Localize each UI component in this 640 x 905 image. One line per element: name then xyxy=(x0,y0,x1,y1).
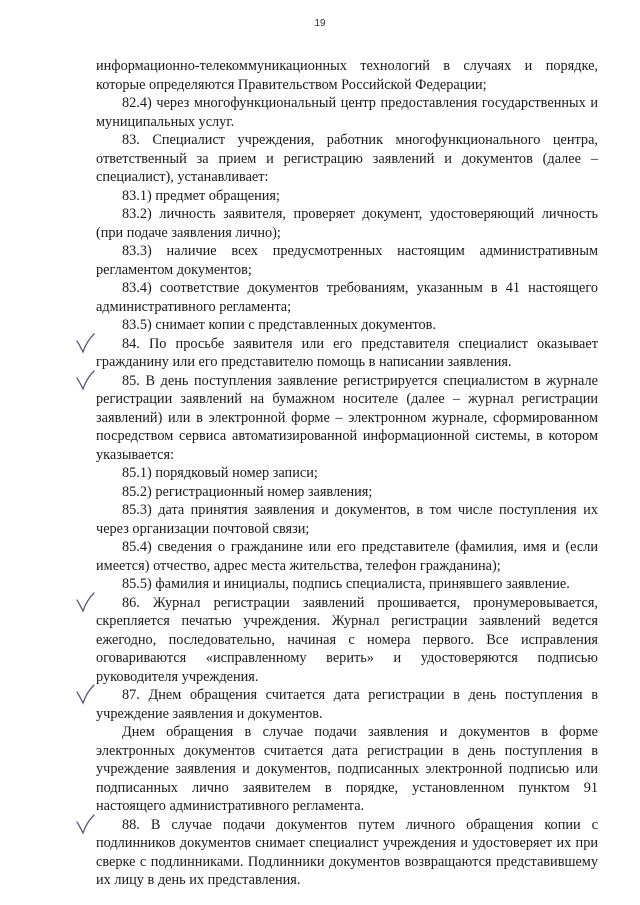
paragraph-4 xyxy=(96,187,598,206)
paragraph-text: 83.5) снимает копии с представленных документов. xyxy=(122,317,437,333)
paragraph-text: 83. Специалист учреждения, работник многофункционального центра, ответственный за прием и регистрацию заявлений и документов (далее – специалист), устанавливает: xyxy=(96,132,598,185)
paragraph-6 xyxy=(96,242,598,279)
paragraph-17 xyxy=(96,686,598,723)
handwritten-check-icon xyxy=(74,370,96,392)
paragraph-10 xyxy=(96,372,598,465)
paragraph-9 xyxy=(96,335,598,372)
paragraph-text: 85.4) сведения о гражданине или его представителе (фамилия, имя и (если имеется) отчество, адрес места жительства, телефон гражданина); xyxy=(96,539,598,574)
paragraph-2 xyxy=(96,94,598,131)
handwritten-check-icon xyxy=(74,814,96,836)
paragraph-12 xyxy=(96,483,598,502)
paragraph-8 xyxy=(96,316,598,335)
paragraph-text: 85.1) порядковый номер записи; xyxy=(122,465,318,481)
paragraph-18 xyxy=(96,723,598,816)
paragraph-13 xyxy=(96,501,598,538)
paragraph-14 xyxy=(96,538,598,575)
handwritten-check-icon xyxy=(74,592,96,614)
paragraph-15 xyxy=(96,575,598,594)
paragraph-5 xyxy=(96,205,598,242)
paragraph-text: 83.2) личность заявителя, проверяет документ, удостоверяющий личность (при подаче заявления лично); xyxy=(96,206,598,241)
paragraph-text: информационно-телекоммуникационных технологий в случаях и порядке, которые определяются Правительством Российской Федерации; xyxy=(96,58,598,93)
paragraph-text: 83.1) предмет обращения; xyxy=(122,187,280,204)
paragraph-text: 87. Днем обращения считается дата регистрации в день поступления в учреждение заявления и документов. xyxy=(96,687,598,722)
paragraph-11 xyxy=(96,464,598,483)
paragraph-1 xyxy=(96,57,598,94)
paragraph-text: 85.5) фамилия и инициалы, подпись специалиста, принявшего заявление. xyxy=(122,576,570,592)
page-number: 19 xyxy=(314,18,326,29)
paragraph-7 xyxy=(96,279,598,316)
paragraph-text: 84. По просьбе заявителя или его представителя специалист оказывает гражданину или его представителю помощь в написании заявления. xyxy=(96,335,598,370)
paragraph-text: Днем обращения в случае подачи заявления и документов в форме электронных документов считается дата регистрации в день поступления в учреждение заявления и документов, подписанных электронной подписью или подписанных лично заявителем в порядке, установленном пунктом 91 настоящего административного регламента. xyxy=(96,724,598,814)
paragraph-text: 83.3) наличие всех предусмотренных настоящим административным регламентом документов; xyxy=(96,243,598,278)
paragraph-text: 86. Журнал регистрации заявлений прошивается, пронумеровывается, скрепляется печатью учреждения. Журнал регистрации заявлений ведется ежегодно, последовательно, начиная с номера первого. Все исправления оговариваются «исправленному верить» и удостоверяются подписью руководителя учреждения. xyxy=(96,594,598,685)
paragraph-text: 85. В день поступления заявление регистрируется специалистом в журнале регистрации заявлений на бумажном носителе (далее – журнал регистрации заявлений) или в электронной форме – электронном журнале, сформированном посредством сервиса автоматизированной информационной системы, в котором указывается: xyxy=(96,372,598,463)
paragraph-3 xyxy=(96,131,598,187)
document-body xyxy=(96,57,598,890)
paragraph-16 xyxy=(96,594,598,687)
handwritten-check-icon xyxy=(74,333,96,355)
handwritten-check-icon xyxy=(74,684,96,706)
paragraph-text: 88. В случае подачи документов путем личного обращения копии с подлинников документов снимает специалист учреждения и удостоверяет их при сверке с подлинниками. Подлинники документов возвращаются представившему их лицу в день их представления. xyxy=(96,816,598,888)
paragraph-text: 85.2) регистрационный номер заявления; xyxy=(122,483,373,500)
paragraph-text: 83.4) соответствие документов требованиям, указанным в 41 настоящего административного регламента; xyxy=(96,280,598,315)
paragraph-text: 85.3) дата принятия заявления и документов, в том числе поступления их через организации почтовой связи; xyxy=(96,502,598,537)
paragraph-text: 82.4) через многофункциональный центр предоставления государственных и муниципальных услуг. xyxy=(96,95,598,130)
paragraph-19 xyxy=(96,816,598,890)
